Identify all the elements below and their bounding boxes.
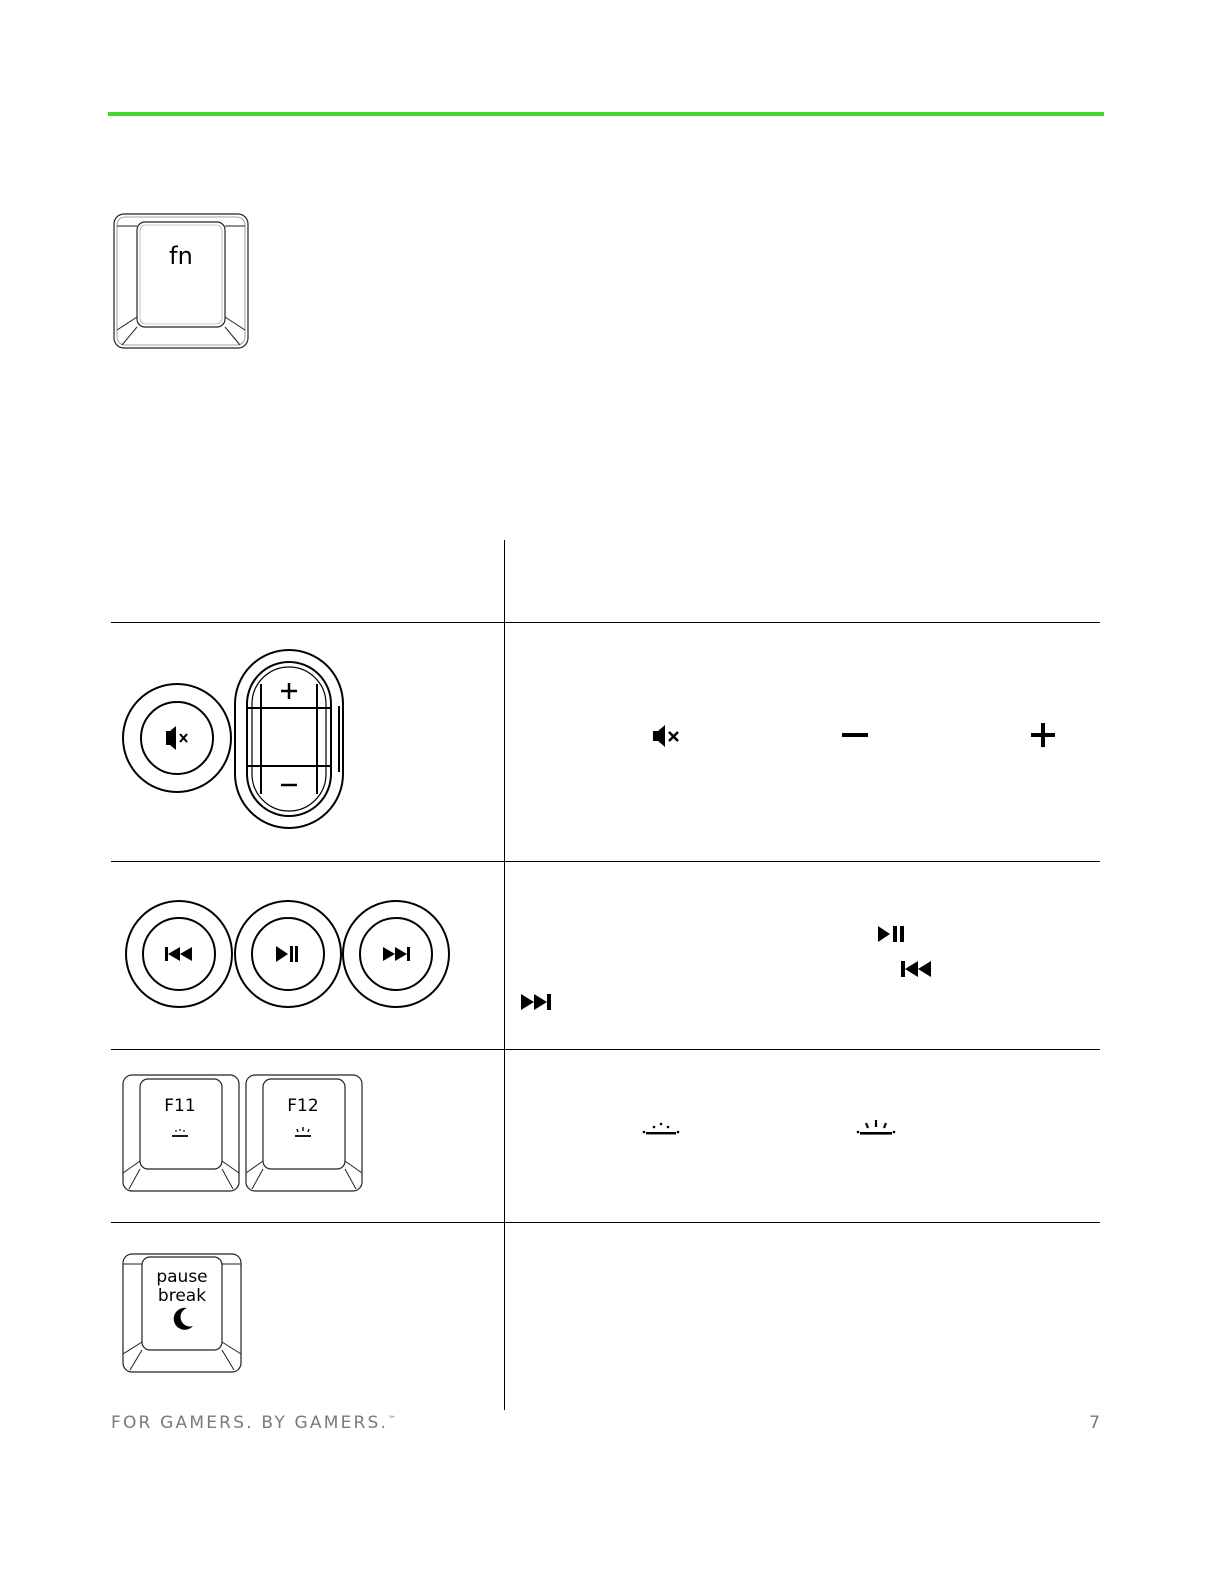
header-accent-rule: [108, 112, 1104, 116]
table-column-divider: [504, 540, 505, 1410]
footer-tagline: [111, 1413, 396, 1433]
volume-down-icon: [841, 730, 869, 740]
table-rule: [111, 1222, 1100, 1223]
function-key-table: [111, 540, 1100, 1410]
brightness-up-icon: [856, 1118, 896, 1138]
play-pause-icon: [276, 946, 298, 962]
next-track-icon: [518, 992, 552, 1012]
play-pause-icon: [876, 924, 906, 944]
fn-key-illustration: [112, 212, 250, 350]
mute-icon: [166, 726, 187, 750]
footer-trademark: ™: [388, 1414, 397, 1424]
page-number: 7: [1089, 1413, 1100, 1433]
pause-break-key-illustration: [121, 1252, 243, 1374]
volume-up-icon: [281, 683, 297, 699]
fn-key-label: fn: [169, 242, 193, 270]
break-key-label: break: [157, 1286, 207, 1306]
f12-key-label: F12: [287, 1096, 319, 1116]
brightness-down-icon: [642, 1120, 680, 1138]
footer-tagline-text: FOR GAMERS. BY GAMERS.: [111, 1413, 389, 1433]
next-track-icon: [383, 947, 410, 961]
f11-key-label: F11: [164, 1096, 196, 1116]
f12-key-illustration: [244, 1073, 364, 1193]
mute-icon: [651, 724, 683, 748]
volume-up-icon: [1030, 722, 1056, 748]
f11-key-illustration: [121, 1073, 241, 1193]
table-rule: [111, 622, 1100, 623]
table-rule: [111, 861, 1100, 862]
previous-track-icon: [900, 959, 934, 979]
previous-track-icon: [165, 947, 192, 961]
media-controls-illustration: [124, 898, 450, 1010]
pause-key-label: pause: [156, 1267, 208, 1287]
volume-controls-illustration: [121, 646, 361, 832]
table-rule: [111, 1049, 1100, 1050]
